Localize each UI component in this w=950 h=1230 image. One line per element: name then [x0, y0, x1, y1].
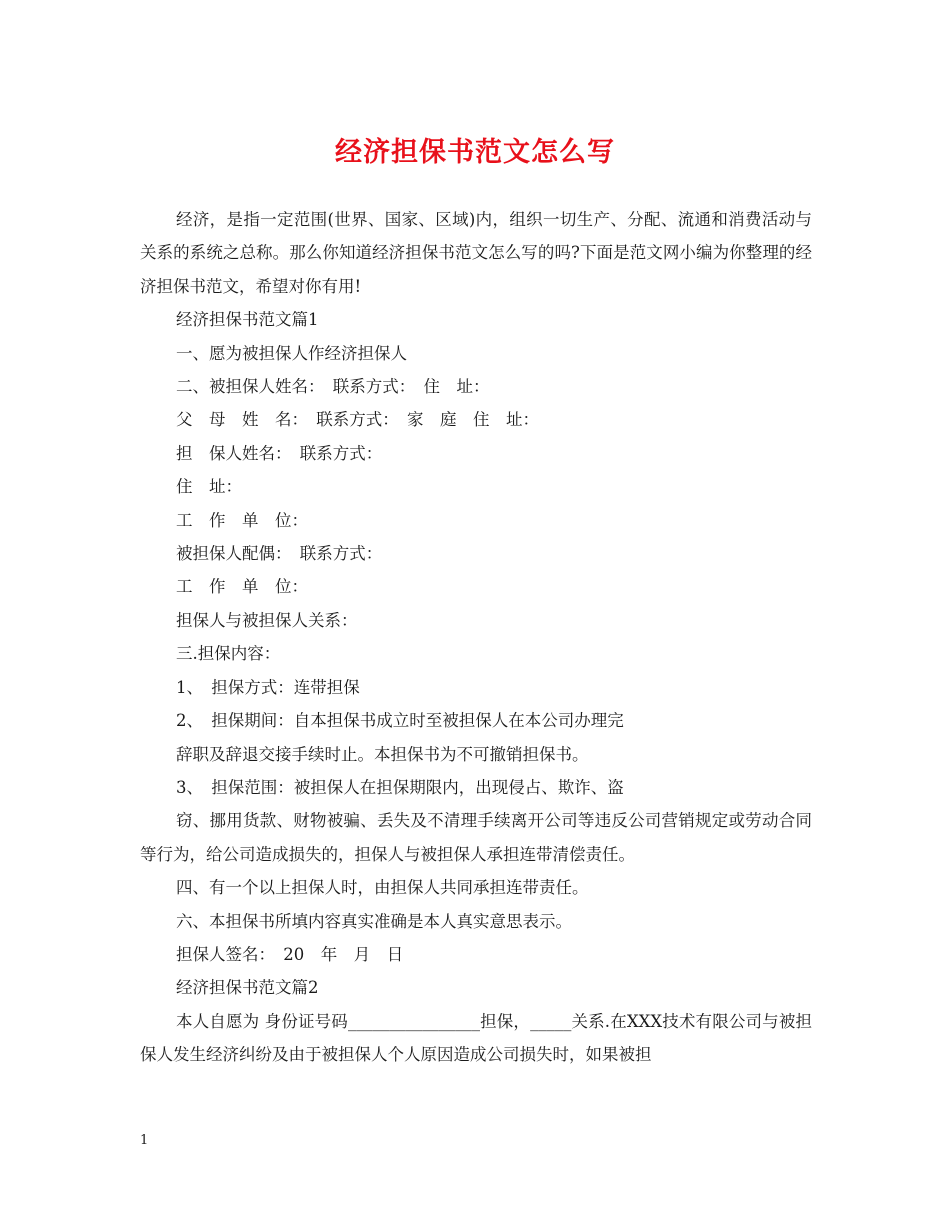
paragraph-line: 四、有一个以上担保人时，由担保人共同承担连带责任。 [176, 878, 589, 898]
section-heading-1: 经济担保书范文篇1 [176, 310, 319, 330]
paragraph-line: 2、 担保期间：自本担保书成立时至被担保人在本公司办理完 [176, 711, 624, 731]
paragraph-line: 窃、挪用货款、财物被骗、丢失及不清理手续离开公司等违反公司营销规定或劳动合同等行为，给公司造成损失的，担保人与被担保人承担连带清偿责任。 [140, 811, 812, 864]
section-heading-2: 经济担保书范文篇2 [176, 978, 319, 998]
paragraph-line: 1、 担保方式：连带担保 [176, 677, 360, 697]
paragraph-line: 担 保人姓名： 联系方式： [176, 443, 383, 463]
paragraph-line: 担保人与被担保人关系： [176, 610, 358, 630]
paragraph-line: 三.担保内容： [176, 644, 281, 664]
document-body [140, 203, 812, 1072]
paragraph-line: 一、愿为被担保人作经济担保人 [176, 343, 407, 363]
paragraph-line: 父 母 姓 名： 联系方式： 家 庭 住 址： [176, 410, 539, 430]
paragraph-line: 二、被担保人姓名： 联系方式： 住 址： [176, 377, 490, 397]
paragraph-line: 六、本担保书所填内容真实准确是本人真实意思表示。 [176, 911, 572, 931]
page-number: 1 [140, 1133, 149, 1148]
paragraph-line: 住 址： [176, 477, 242, 497]
paragraph-line: 担保人签名： 20 年 月 日 [176, 944, 404, 964]
paragraph-line: 被担保人配偶： 联系方式： [176, 544, 383, 564]
paragraph-line: 本人自愿为 身份证号码________________担保，_____关系.在XXX技术有限公司与被担保人发生经济纠纷及由于被担保人个人原因造成公司损失时，如果被担 [140, 1011, 812, 1065]
document-title: 经济担保书范文怎么写 [335, 137, 615, 168]
paragraph-intro: 经济，是指一定范围(世界、国家、区域)内，组织一切生产、分配、流通和消费活动与关系的系统之总称。那么你知道经济担保书范文怎么写的吗?下面是范文网小编为你整理的经济担保书范文，希望对你有用! [140, 210, 812, 296]
paragraph-line: 工 作 单 位： [176, 510, 308, 530]
paragraph-line: 辞职及辞退交接手续时止。本担保书为不可撤销担保书。 [176, 744, 589, 764]
paragraph-line: 3、 担保范围：被担保人在担保期限内，出现侵占、欺诈、盗 [176, 777, 624, 797]
paragraph-line: 工 作 单 位： [176, 577, 308, 597]
